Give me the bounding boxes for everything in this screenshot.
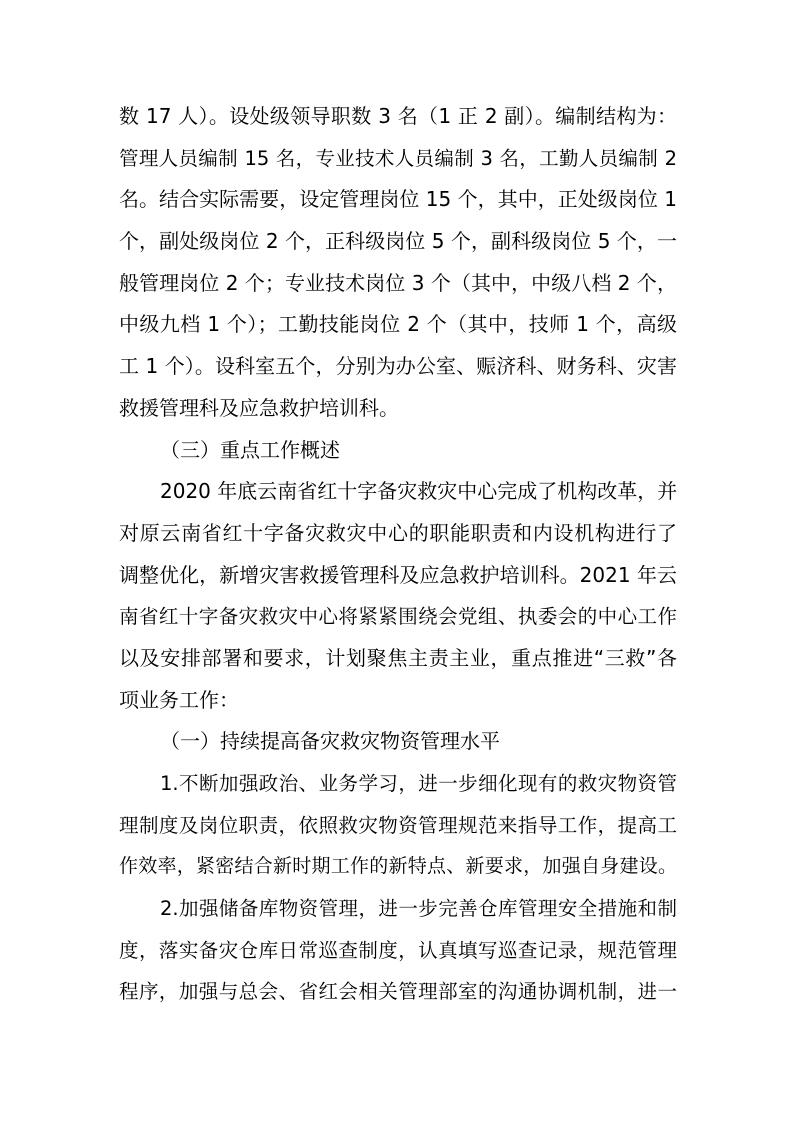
text-line: 南省红十字备灾救灾中心将紧紧围绕会党组、执委会的中心工作 <box>119 605 677 629</box>
text-line: 程序，加强与总会、省红会相关管理部室的沟通协调机制，进一 <box>119 980 677 1004</box>
paragraph-first-line: 2020 年底云南省红十字备灾救灾中心完成了机构改革，并 <box>160 479 678 504</box>
text-line: 般管理岗位 2 个；专业技术岗位 3 个（其中，中级八档 2 个， <box>119 270 677 295</box>
text-line: 理制度及岗位职责，依照救灾物资管理规范来指导工作，提高工 <box>119 813 677 837</box>
text-line: 调整优化，新增灾害救援管理科及应急救护培训科。2021 年云 <box>119 562 677 587</box>
paragraph-first-line: 1.不断加强政治、业务学习，进一步细化现有的救灾物资管 <box>160 772 677 795</box>
text-line: 工 1 个）。设科室五个，分别为办公室、赈济科、财务科、灾害 <box>119 354 677 379</box>
text-line: 管理人员编制 15 名，专业技术人员编制 3 名，工勤人员编制 2 <box>119 146 677 170</box>
text-line: 数 17 人）。设处级领导职数 3 名（1 正 2 副）。编制结构为： <box>119 104 677 128</box>
text-line: 名。结合实际需要，设定管理岗位 15 个，其中，正处级岗位 1 <box>119 187 677 212</box>
text-line: 以及安排部署和要求，计划聚焦主责主业，重点推进“三救”各 <box>119 645 677 670</box>
text-line: 项业务工作： <box>119 687 239 712</box>
document-body <box>119 96 677 1013</box>
text-line: 对原云南省红十字备灾救灾中心的职能职责和内设机构进行了 <box>119 520 677 545</box>
text-line: 个，副处级岗位 2 个，正科级岗位 5 个，副科级岗位 5 个，一 <box>119 229 677 254</box>
text-line: 救援管理科及应急救护培训科。 <box>119 395 399 420</box>
paragraph-first-line: 2.加强储备库物资管理，进一步完善仓库管理安全措施和制 <box>160 897 677 921</box>
section-heading: （三）重点工作概述 <box>160 437 340 462</box>
section-heading: （一）持续提高备灾救灾物资管理水平 <box>160 729 500 754</box>
text-line: 中级九档 1 个）；工勤技能岗位 2 个（其中，技师 1 个，高级 <box>119 312 677 337</box>
text-line: 度，落实备灾仓库日常巡查制度，认真填写巡查记录，规范管理 <box>119 938 677 962</box>
text-line: 作效率，紧密结合新时期工作的新特点、新要求，加强自身建设。 <box>119 855 677 878</box>
